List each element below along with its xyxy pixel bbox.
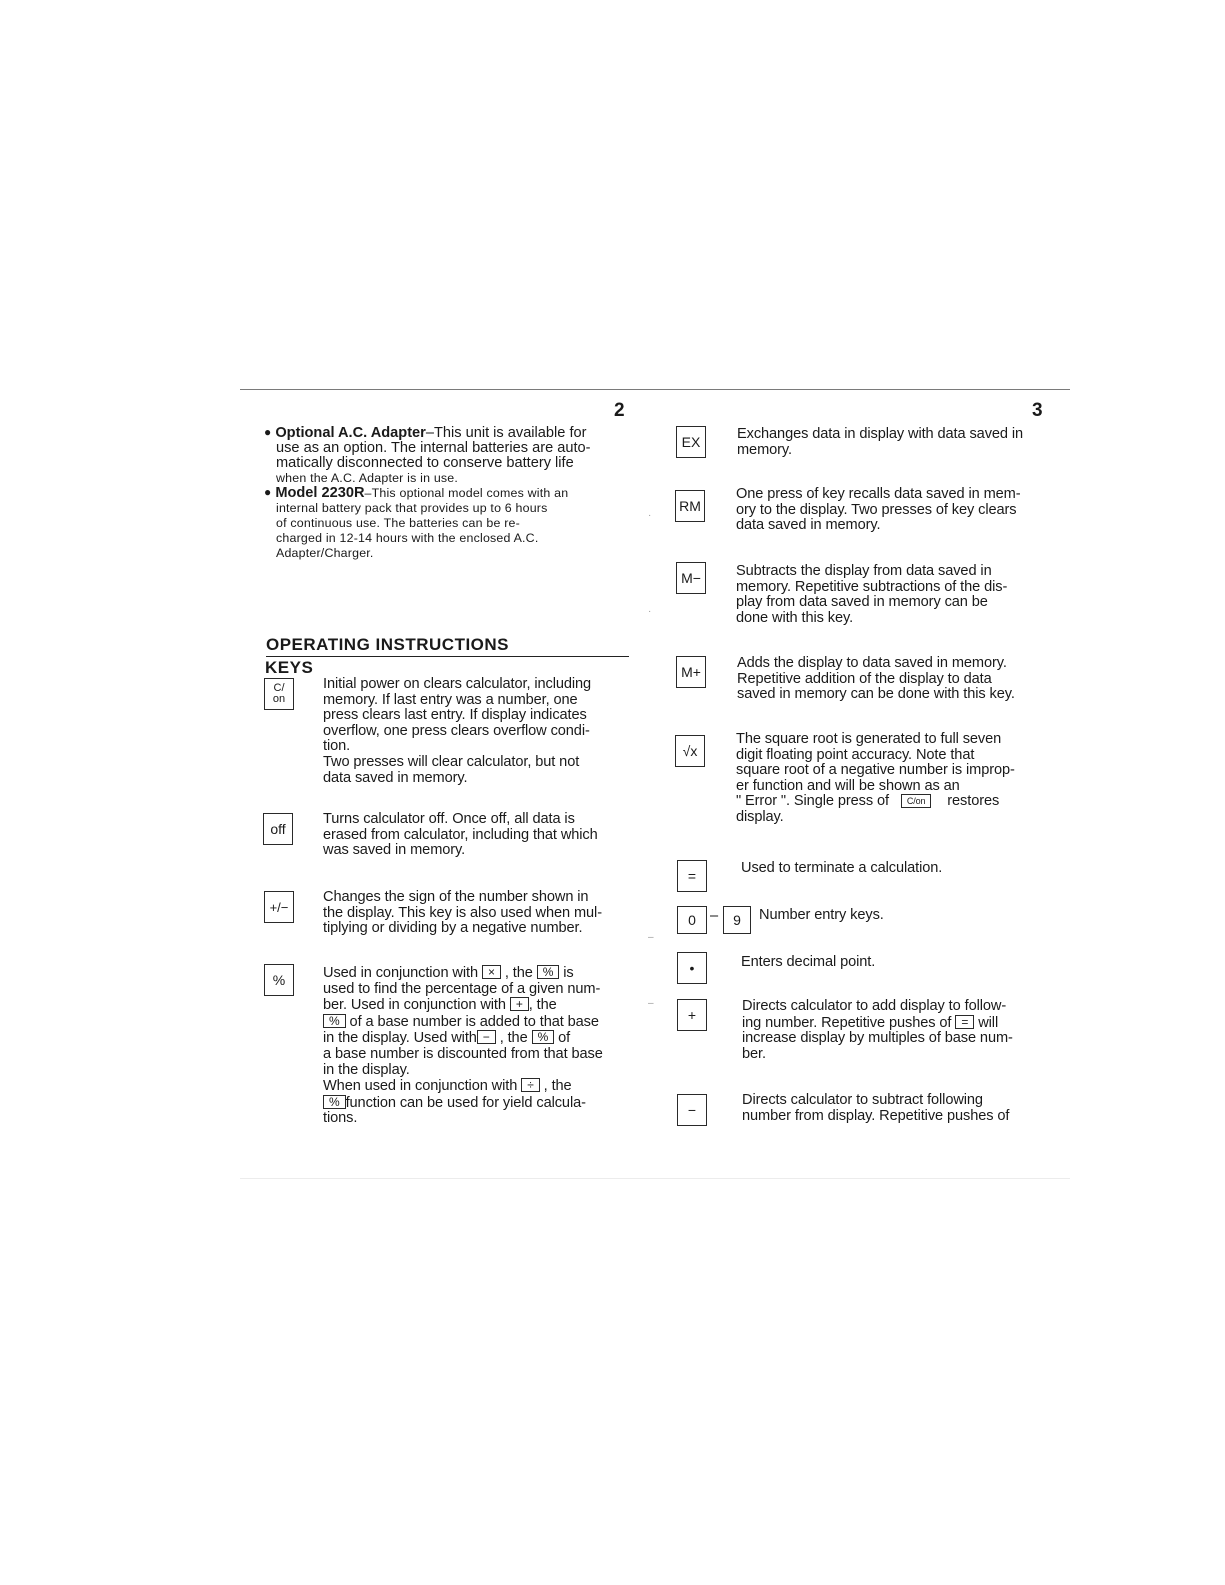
- bullet-list: [264, 426, 639, 561]
- keys-subheading: KEYS: [265, 658, 314, 677]
- memory-minus-key: M−: [676, 562, 706, 594]
- section-heading: OPERATING INSTRUCTIONS: [266, 635, 629, 657]
- clear-on-key-inline: C/on: [901, 794, 932, 808]
- square-root-key: √x: [675, 735, 705, 767]
- top-divider-line: [240, 389, 1070, 390]
- recall-memory-key: RM: [675, 490, 705, 522]
- bullet-model-2230r: ● Model 2230R–This optional model comes with an internal battery pack that provides up to 6 hours of continuous use. The batteries can be re- charged in 12-14 hours with the enclosed A.C. Adapter/Charger.: [264, 485, 569, 560]
- memory-plus-key: M+: [676, 656, 706, 688]
- bullet-optional-adapter: ● Optional A.C. Adapter–This unit is available for use as an option. The internal batteries are auto- matically disconnected to conserve battery life when the A.C. Adapter is in use.: [264, 425, 591, 485]
- gutter-mark: ·: [648, 510, 652, 521]
- change-sign-description: Changes the sign of the number shown in the display. This key is also used when mul- tiplying or dividing by a negative number.: [323, 889, 602, 937]
- plus-description: Directs calculator to add display to follow- ing number. Repetitive pushes of = will increase display by multiples of base num- ber.: [742, 998, 1013, 1062]
- exchange-key: EX: [676, 426, 706, 458]
- minus-key-inline: −: [477, 1030, 496, 1044]
- bottom-divider-line: [240, 1178, 1070, 1179]
- minus-key: −: [677, 1094, 707, 1126]
- equals-key: =: [677, 860, 707, 892]
- range-dash: –: [710, 908, 719, 924]
- percent-description: Used in conjunction with × , the % is used to find the percentage of a given num- ber. Used in conjunction with + , the % of a base number is added to that base in the display. Used with − , the % of a base number is discounted from that base in the display. When used in conjunction with ÷ , the % function can be used for yield calcula- tions.: [323, 965, 603, 1127]
- memory-plus-description: Adds the display to data saved in memory. Repetitive addition of the display to data saved in memory can be done with this key.: [737, 655, 1015, 703]
- exchange-description: Exchanges data in display with data saved in memory.: [737, 426, 1024, 458]
- gutter-mark: –: [648, 998, 654, 1009]
- page-number-left: 2: [614, 400, 625, 421]
- page-number-right: 3: [1032, 400, 1043, 421]
- plus-key: +: [677, 999, 707, 1031]
- zero-key: 0: [677, 906, 707, 934]
- change-sign-key: +/−: [264, 891, 294, 923]
- multiply-key-inline: ×: [482, 965, 501, 979]
- bullet-title: Optional A.C. Adapter: [275, 425, 426, 441]
- bullet-title: Model 2230R: [275, 485, 365, 501]
- minus-description: Directs calculator to subtract following number from display. Repetitive pushes of: [742, 1092, 1010, 1124]
- percent-key-inline: %: [323, 1014, 346, 1028]
- gutter-mark: –: [648, 932, 654, 943]
- clear-on-description: Initial power on clears calculator, including memory. If last entry was a number, one press clears last entry. If display indicates overflow, one press clears overflow condi- tion. Two presses will clear calculator, but not data saved in memory.: [323, 676, 592, 786]
- equals-key-inline: =: [955, 1015, 974, 1029]
- percent-key: %: [264, 964, 294, 996]
- memory-minus-description: Subtracts the display from data saved in memory. Repetitive subtractions of the dis- play from data saved in memory can be done with this key.: [736, 563, 1008, 626]
- gutter-mark: ·: [648, 606, 652, 617]
- clear-on-key: C/ on: [264, 678, 294, 710]
- decimal-point-description: Enters decimal point.: [741, 954, 876, 970]
- plus-key-inline: +: [510, 997, 529, 1011]
- equals-description: Used to terminate a calculation.: [741, 860, 943, 876]
- percent-key-inline: %: [537, 965, 560, 979]
- recall-memory-description: One press of key recalls data saved in mem- ory to the display. Two presses of key clears data saved in memory.: [736, 486, 1021, 534]
- decimal-point-key: •: [677, 952, 707, 984]
- nine-key: 9: [723, 906, 751, 934]
- percent-key-inline: %: [323, 1095, 346, 1109]
- off-key: off: [263, 813, 293, 845]
- off-description: Turns calculator off. Once off, all data is erased from calculator, including that which was saved in memory.: [323, 811, 598, 859]
- percent-key-inline: %: [532, 1030, 555, 1044]
- number-keys-description: Number entry keys.: [759, 907, 884, 923]
- divide-key-inline: ÷: [521, 1078, 540, 1092]
- square-root-description: The square root is generated to full seven digit floating point accuracy. Note that square root of a negative number is improp- er function and will be shown as an " Error ". Single press of C/on restores display.: [736, 731, 1015, 825]
